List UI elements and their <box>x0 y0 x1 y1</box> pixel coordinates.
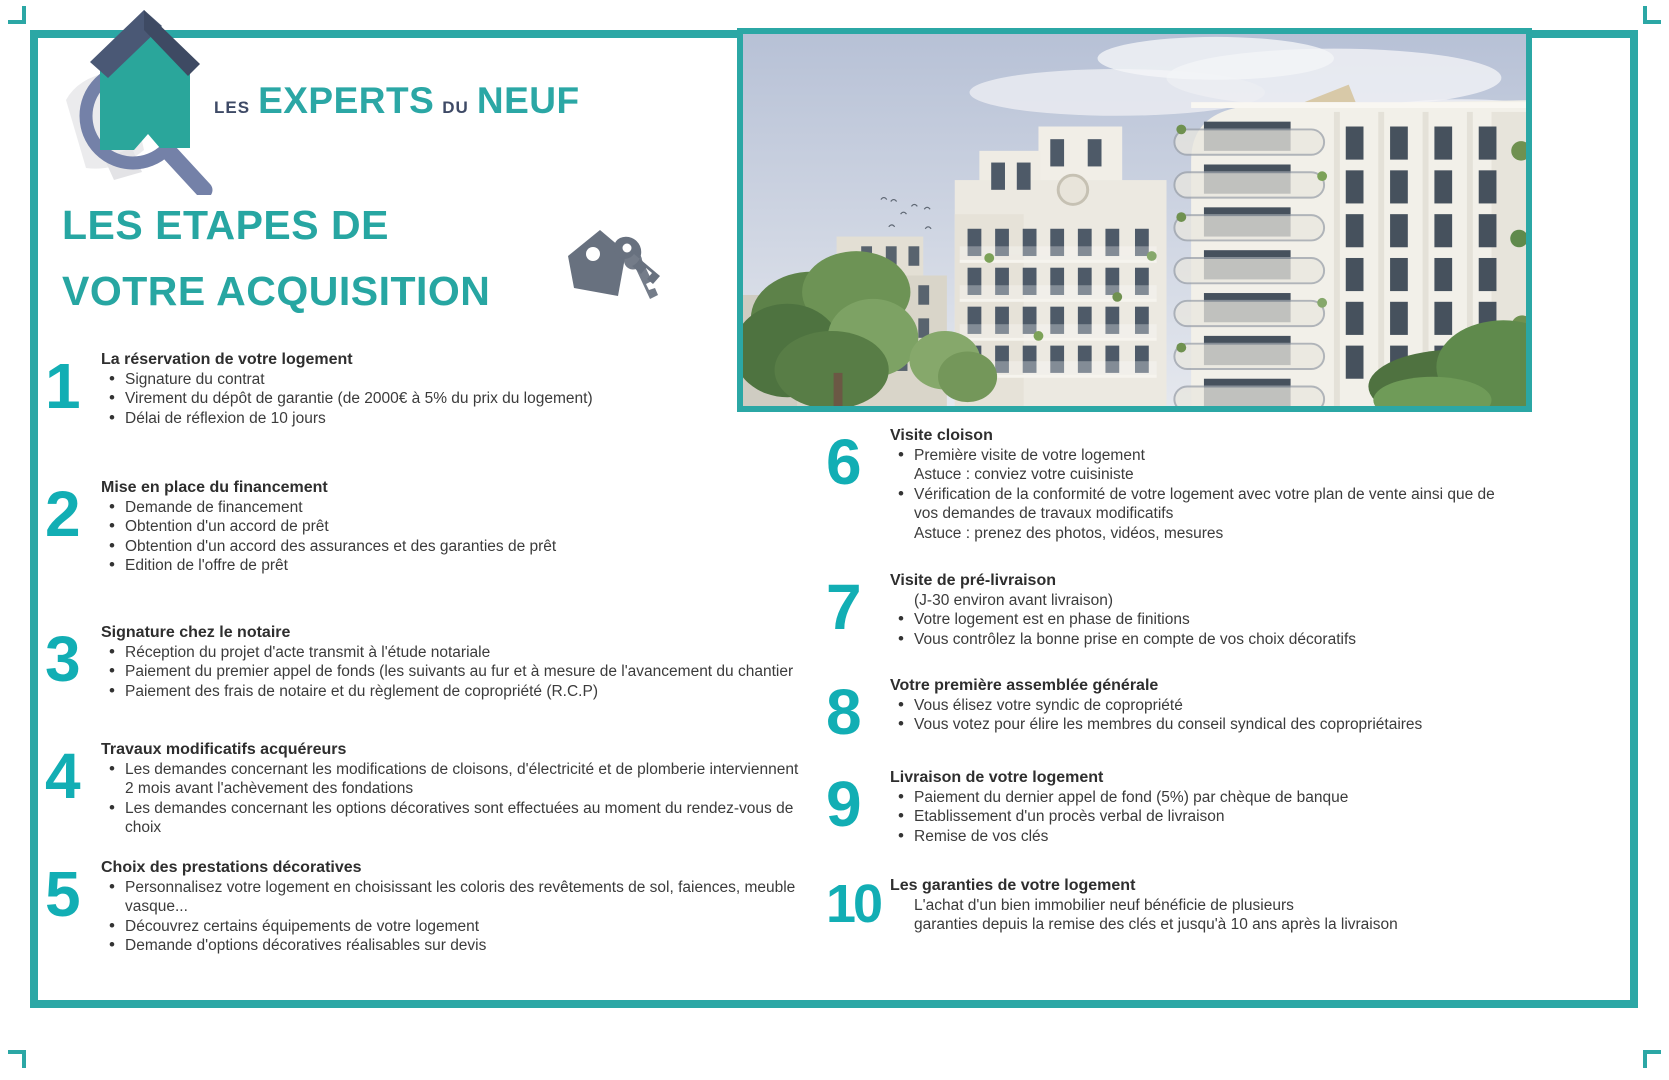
step-bullet: • Délai de réflexion de 10 jours <box>101 409 801 429</box>
brand-wordmark <box>214 80 580 122</box>
step-bullet: • Vous contrôlez la bonne prise en compte de vos choix décoratifs <box>890 630 1510 650</box>
step-number: 2 <box>45 478 79 550</box>
page-title <box>62 192 490 324</box>
corner-mark <box>1643 6 1661 24</box>
step-number: 3 <box>45 623 79 695</box>
step-bullet: • Obtention d'un accord des assurances et des garanties de prêt <box>101 537 801 557</box>
step-10 <box>826 876 1510 935</box>
step-bullet: • Paiement des frais de notaire et du règlement de copropriété (R.C.P) <box>101 682 801 702</box>
step-title: Livraison de votre logement <box>890 769 1104 786</box>
step-3 <box>45 623 801 701</box>
step-note: garanties depuis la remise des clés et jusqu'à 10 ans après la livraison <box>914 916 1398 933</box>
brand-word-du: DU <box>442 98 469 117</box>
step-title: Mise en place du financement <box>101 479 328 496</box>
house-keys-icon <box>560 218 675 313</box>
step-7 <box>826 571 1510 649</box>
step-bullet: • Paiement du dernier appel de fond (5%) par chèque de banque <box>890 788 1510 808</box>
step-title: Votre première assemblée générale <box>890 677 1159 694</box>
brand-word-les: LES <box>214 98 251 117</box>
step-number: 8 <box>826 676 860 748</box>
step-number: 9 <box>826 768 860 840</box>
step-bullet: • Virement du dépôt de garantie (de 2000€ à 5% du prix du logement) <box>101 389 801 409</box>
step-note: Astuce : conviez votre cuisiniste <box>914 466 1134 483</box>
step-note: L'achat d'un bien immobilier neuf bénéficie de plusieurs <box>914 896 1294 914</box>
step-bullet: • Les demandes concernant les options décoratives sont effectuées au moment du rendez-vous de choix <box>101 799 801 838</box>
step-bullet: • Edition de l'offre de prêt <box>101 556 801 576</box>
step-number: 10 <box>826 874 881 934</box>
page-title-line2: VOTRE ACQUISITION <box>62 268 491 314</box>
step-title: Les garanties de votre logement <box>890 877 1136 894</box>
step-bullet: • Demande de financement <box>101 498 801 518</box>
step-number: 5 <box>45 858 79 930</box>
step-bullet: • Etablissement d'un procès verbal de livraison <box>890 807 1510 827</box>
step-number: 7 <box>826 571 860 643</box>
step-bullet: • Vous élisez votre syndic de copropriété <box>890 696 1510 716</box>
step-1 <box>45 350 801 428</box>
brand-word-experts: EXPERTS <box>258 80 435 121</box>
step-number: 6 <box>826 426 860 498</box>
page-title-line1: LES ETAPES DE <box>62 202 389 248</box>
step-title: La réservation de votre logement <box>101 351 353 368</box>
step-bullet: • Les demandes concernant les modifications de cloisons, d'électricité et de plomberie interviennent 2 mois avant l'achèvement des fondations <box>101 760 801 799</box>
step-9 <box>826 768 1510 846</box>
building-photo <box>737 28 1532 412</box>
corner-mark <box>8 6 26 24</box>
step-bullet: • Réception du projet d'acte transmit à l'étude notariale <box>101 643 801 663</box>
step-5 <box>45 858 801 956</box>
step-number: 4 <box>45 740 79 812</box>
step-bullet: • Obtention d'un accord de prêt <box>101 517 801 537</box>
step-bullet: • Signature du contrat <box>101 370 801 390</box>
step-bullet: • Paiement du premier appel de fonds (les suivants au fur et à mesure de l'avancement du chantier <box>101 662 801 682</box>
step-4 <box>45 740 801 838</box>
step-bullet: • Personnalisez votre logement en choisissant les coloris des revêtements de sol, faiences, meuble vasque... <box>101 878 801 917</box>
step-bullet: • Découvrez certains équipements de votre logement <box>101 917 801 937</box>
step-8 <box>826 676 1510 748</box>
house-magnifier-icon <box>48 0 220 195</box>
step-title: Visite cloison <box>890 427 993 444</box>
step-title: Choix des prestations décoratives <box>101 859 362 876</box>
corner-mark <box>1643 1050 1661 1068</box>
step-title: Travaux modificatifs acquéreurs <box>101 741 347 758</box>
corner-mark <box>8 1050 26 1068</box>
step-title: Signature chez le notaire <box>101 624 291 641</box>
step-6 <box>826 426 1510 543</box>
brand-word-neuf: NEUF <box>476 80 580 121</box>
step-bullet: • Vérification de la conformité de votre logement avec votre plan de vente ainsi que de vos demandes de travaux modificatifs <box>890 485 1510 524</box>
step-bullet: • Première visite de votre logement <box>890 446 1510 466</box>
step-note: (J-30 environ avant livraison) <box>914 591 1114 609</box>
step-2 <box>45 478 801 576</box>
step-note: Astuce : prenez des photos, vidéos, mesures <box>914 524 1224 542</box>
step-bullet: • Demande d'options décoratives réalisables sur devis <box>101 936 801 956</box>
step-bullet: • Vous votez pour élire les membres du conseil syndical des copropriétaires <box>890 715 1510 735</box>
step-bullet: • Votre logement est en phase de finitions <box>890 610 1510 630</box>
step-bullet: • Remise de vos clés <box>890 827 1510 847</box>
step-number: 1 <box>45 350 79 422</box>
step-title: Visite de pré-livraison <box>890 572 1056 589</box>
